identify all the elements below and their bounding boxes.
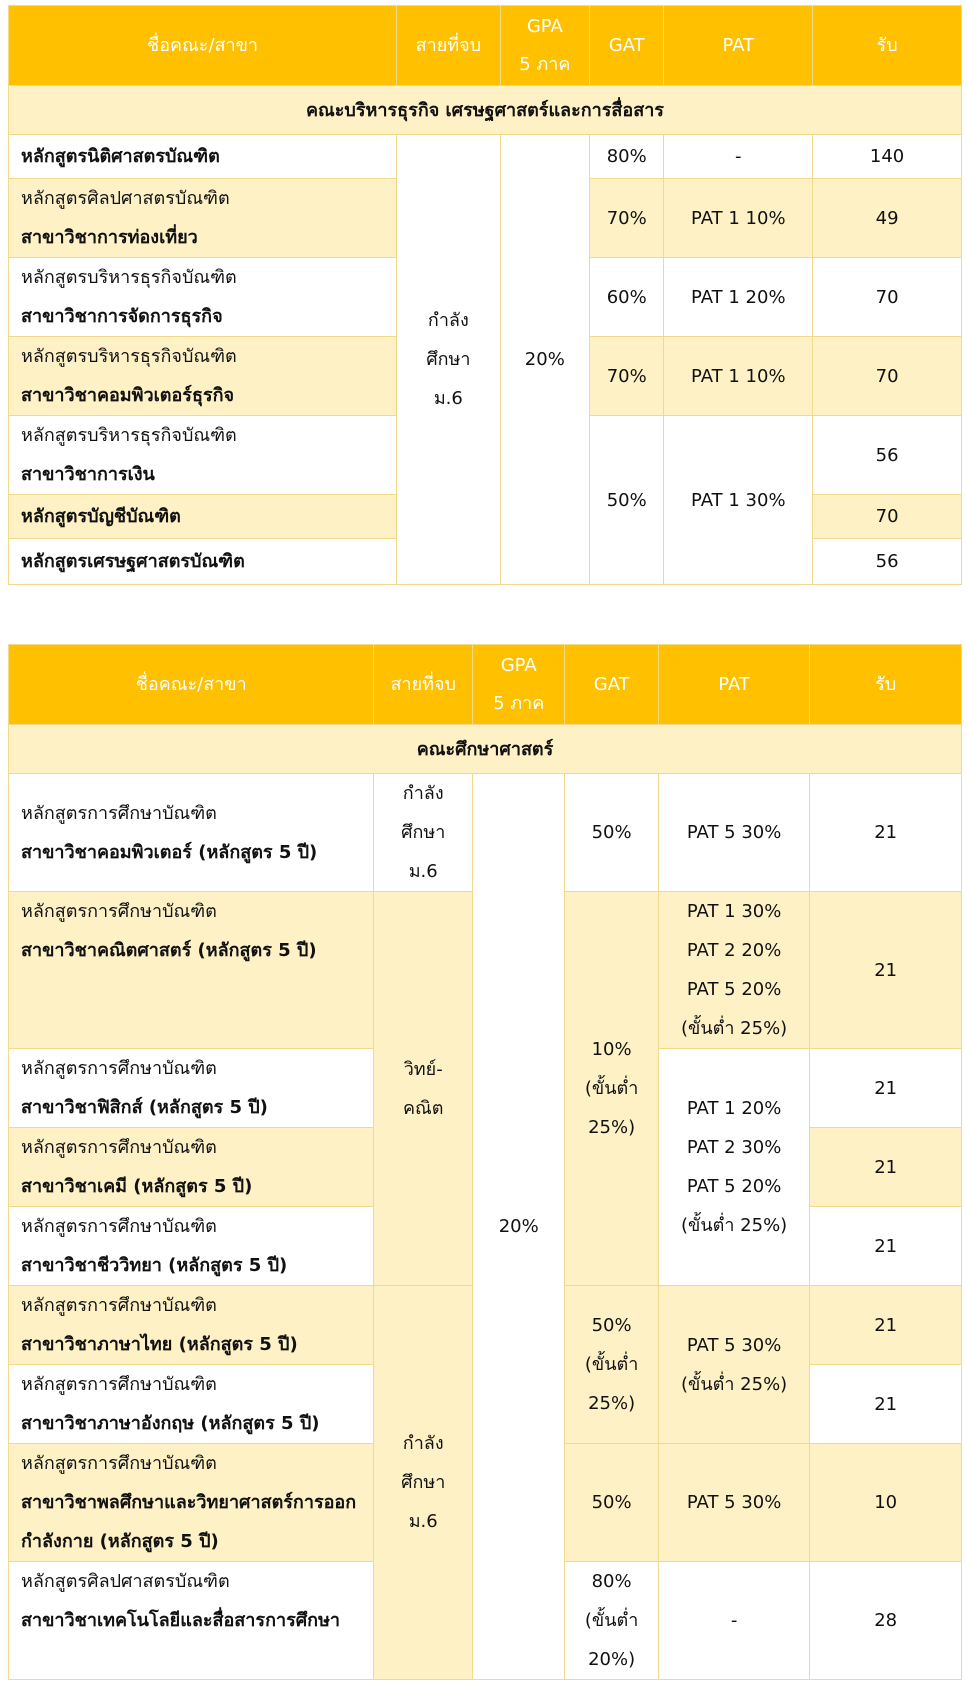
program-name: หลักสูตรบัญชีบัณฑิต [9,495,397,539]
program-name: หลักสูตรบริหารธุรกิจบัณฑิต สาขาวิชาการเงิน [9,416,397,495]
gat-cell: 60% [590,258,664,337]
gat-cell: 50% (ขั้นต่ำ 25%) [565,1286,658,1444]
pat-cell: PAT 5 30% [658,774,810,892]
column-header-stream: สายที่จบ [397,6,500,86]
stream-cell: กำลัง ศึกษา ม.6 [374,1286,473,1680]
program-name: หลักสูตรบริหารธุรกิจบัณฑิต สาขาวิชาการจัดการธุรกิจ [9,258,397,337]
gat-cell: 80% (ขั้นต่ำ 20%) [565,1562,658,1680]
column-header-name: ชื่อคณะ/สาขา [9,6,397,86]
column-header-gat: GAT [590,6,664,86]
seats-cell: 70 [813,495,962,539]
faculty-title: คณะบริหารธุรกิจ เศรษฐศาสตร์และการสื่อสาร [9,86,962,135]
seats-cell: 21 [810,774,962,892]
gat-cell: 10% (ขั้นต่ำ 25%) [565,892,658,1286]
seats-cell: 21 [810,892,962,1049]
table-row [9,774,962,892]
gat-cell: 50% [565,1444,658,1562]
program-name: หลักสูตรการศึกษาบัณฑิต สาขาวิชาคณิตศาสตร์ (หลักสูตร 5 ปี) [9,892,374,1049]
pat-cell: PAT 1 30% [664,416,813,585]
gpa-cell: 20% [473,774,565,1680]
program-name: หลักสูตรบริหารธุรกิจบัณฑิต สาขาวิชาคอมพิวเตอร์ธุรกิจ [9,337,397,416]
table-header-row [9,645,962,725]
faculty-title: คณะศึกษาศาสตร์ [9,725,962,774]
column-header-stream: สายที่จบ [374,645,473,725]
stream-cell: วิทย์-คณิต [374,892,473,1286]
pat-cell: PAT 1 20% [664,258,813,337]
pat-cell: - [658,1562,810,1680]
column-header-gat: GAT [565,645,658,725]
seats-cell: 10 [810,1444,962,1562]
gat-cell: 70% [590,337,664,416]
seats-cell: 21 [810,1365,962,1444]
seats-cell: 21 [810,1049,962,1128]
gat-cell: 50% [590,416,664,585]
seats-cell: 21 [810,1286,962,1365]
column-header-seats: รับ [810,645,962,725]
seats-cell: 70 [813,337,962,416]
program-name: หลักสูตรการศึกษาบัณฑิต สาขาวิชาภาษาอังกฤษ (หลักสูตร 5 ปี) [9,1365,374,1444]
program-name: หลักสูตรเศรษฐศาสตรบัณฑิต [9,539,397,585]
admission-table-education [8,644,962,1680]
seats-cell: 70 [813,258,962,337]
column-header-name: ชื่อคณะ/สาขา [9,645,374,725]
gpa-cell: 20% [500,135,589,585]
column-header-gpa: GPA 5 ภาค [500,6,589,86]
program-name: หลักสูตรศิลปศาสตรบัณฑิต สาขาวิชาการท่องเที่ยว [9,179,397,258]
table-header-row [9,6,962,86]
column-header-pat: PAT [658,645,810,725]
program-name: หลักสูตรศิลปศาสตรบัณฑิต สาขาวิชาเทคโนโลยีและสื่อสารการศึกษา [9,1562,374,1680]
program-name: หลักสูตรการศึกษาบัณฑิต สาขาวิชาคอมพิวเตอร์ (หลักสูตร 5 ปี) [9,774,374,892]
program-name: หลักสูตรการศึกษาบัณฑิต สาขาวิชาภาษาไทย (หลักสูตร 5 ปี) [9,1286,374,1365]
pat-cell: - [664,135,813,179]
gat-cell: 50% [565,774,658,892]
program-name: หลักสูตรการศึกษาบัณฑิต สาขาวิชาฟิสิกส์ (หลักสูตร 5 ปี) [9,1049,374,1128]
program-name: หลักสูตรการศึกษาบัณฑิต สาขาวิชาพลศึกษาและวิทยาศาสตร์การออก กำลังกาย (หลักสูตร 5 ปี) [9,1444,374,1562]
column-header-pat: PAT [664,6,813,86]
seats-cell: 21 [810,1128,962,1207]
pat-cell: PAT 1 10% [664,179,813,258]
gat-cell: 70% [590,179,664,258]
program-name: หลักสูตรการศึกษาบัณฑิต สาขาวิชาชีววิทยา (หลักสูตร 5 ปี) [9,1207,374,1286]
program-name: หลักสูตรการศึกษาบัณฑิต สาขาวิชาเคมี (หลักสูตร 5 ปี) [9,1128,374,1207]
table-row [9,135,962,179]
admission-table-business [8,5,962,585]
pat-cell: PAT 5 30% (ขั้นต่ำ 25%) [658,1286,810,1444]
column-header-seats: รับ [813,6,962,86]
pat-cell: PAT 1 20% PAT 2 30% PAT 5 20% (ขั้นต่ำ 25%) [658,1049,810,1286]
pat-cell: PAT 1 30% PAT 2 20% PAT 5 20% (ขั้นต่ำ 25%) [658,892,810,1049]
seats-cell: 49 [813,179,962,258]
stream-cell: กำลัง ศึกษา ม.6 [397,135,500,585]
gat-cell: 80% [590,135,664,179]
seats-cell: 56 [813,416,962,495]
pat-cell: PAT 1 10% [664,337,813,416]
pat-cell: PAT 5 30% [658,1444,810,1562]
program-name: หลักสูตรนิติศาสตรบัณฑิต [9,135,397,179]
seats-cell: 56 [813,539,962,585]
stream-cell: กำลัง ศึกษา ม.6 [374,774,473,892]
seats-cell: 140 [813,135,962,179]
seats-cell: 28 [810,1562,962,1680]
seats-cell: 21 [810,1207,962,1286]
column-header-gpa: GPA 5 ภาค [473,645,565,725]
